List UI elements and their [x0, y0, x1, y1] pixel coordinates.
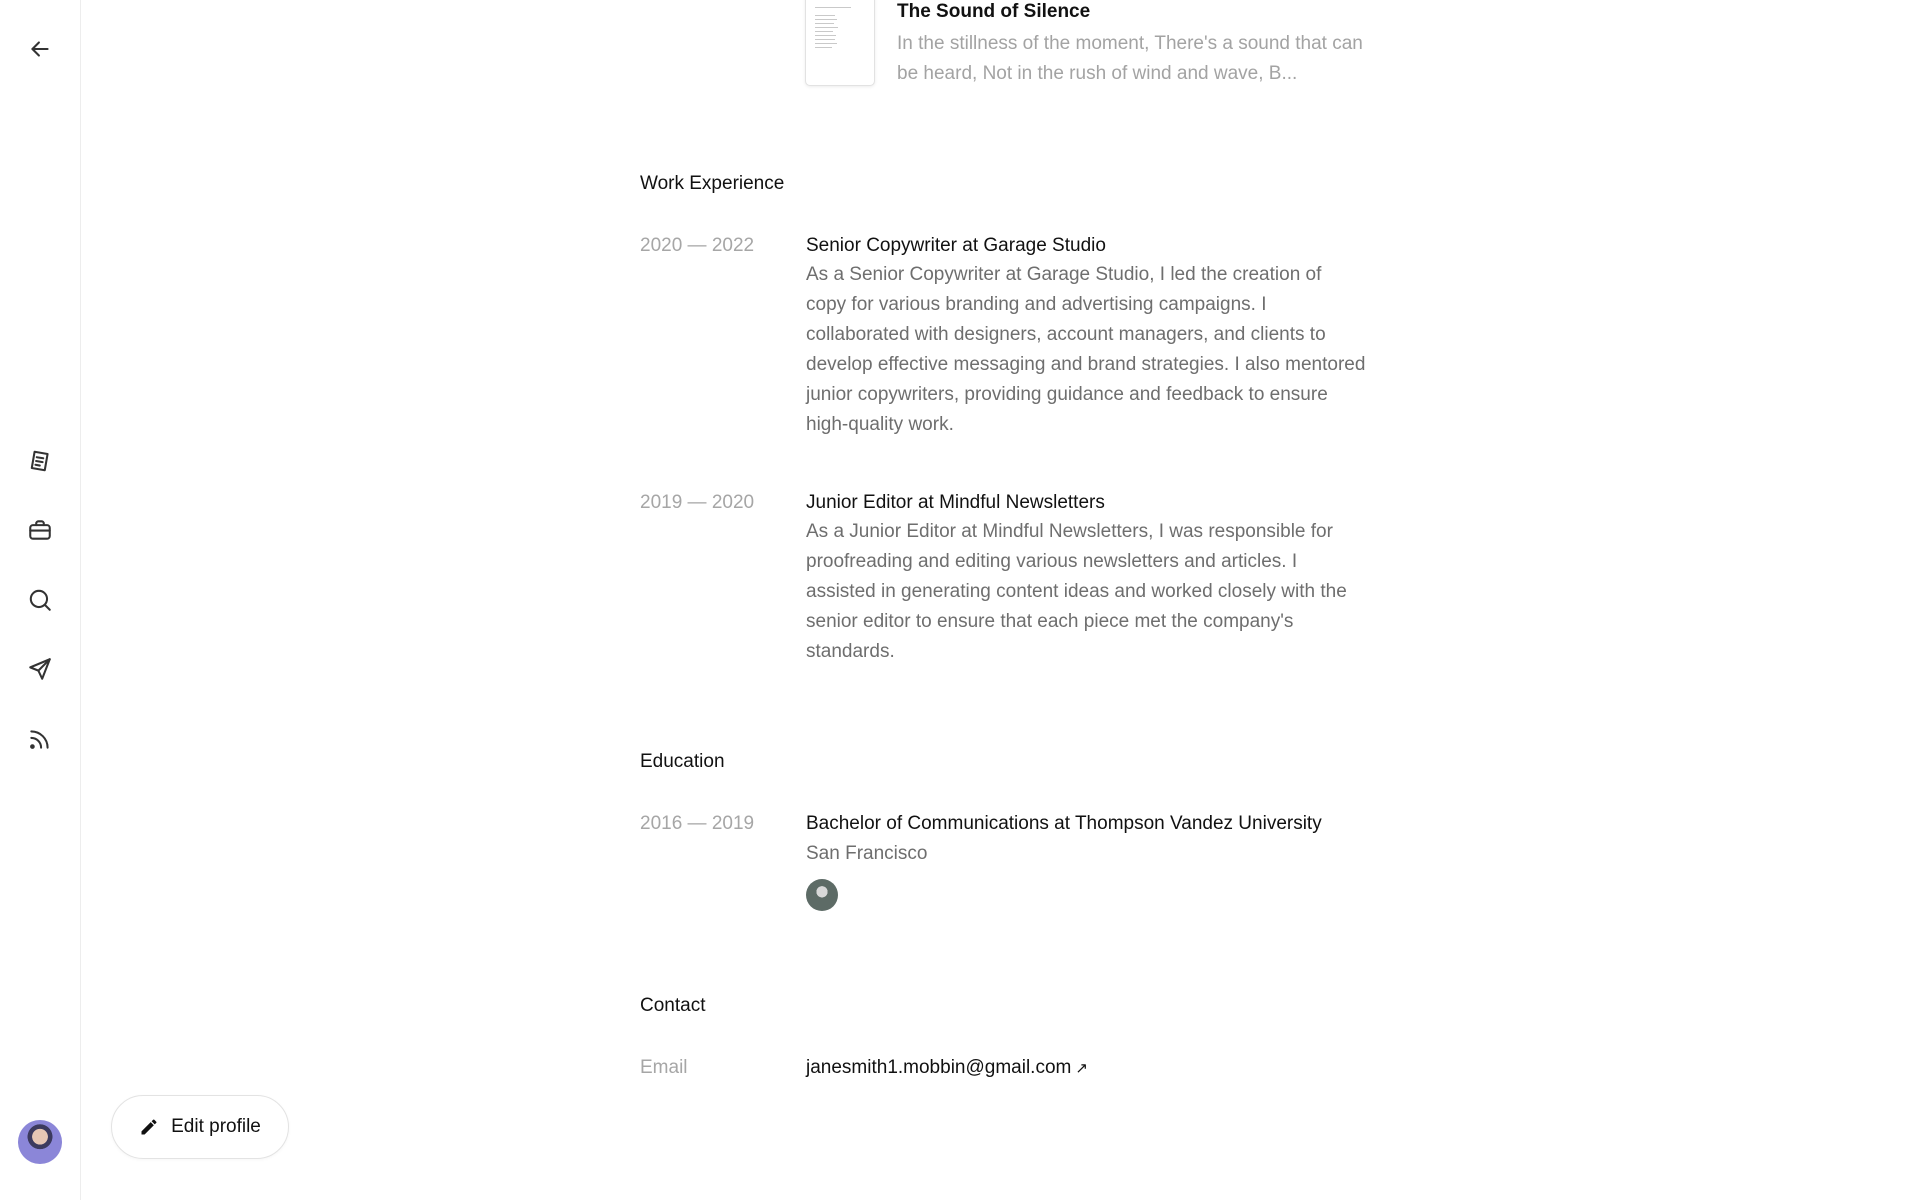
briefcase-icon[interactable]: [24, 514, 56, 546]
poem-thumbnail[interactable]: [805, 0, 875, 86]
rss-feed-icon[interactable]: [24, 723, 56, 755]
job-title: Junior Editor at Mindful Newsletters: [806, 492, 1105, 513]
email-label: Email: [640, 1057, 688, 1078]
edit-profile-label: Edit profile: [171, 1116, 261, 1137]
education-heading: Education: [640, 751, 725, 772]
job-description: As a Senior Copywriter at Garage Studio, I led the creation of copy for various branding and advertising campaigns. I collaborated with designers, account managers, and clients to develop effective messaging and brand strategies. I also mentored junior copywriters, providing guidance and feedback to ensure high-quality work.: [806, 264, 1366, 435]
poem-excerpt: In the stillness of the moment, There's a sound that can be heard, Not in the rush of wind and wave, B...: [897, 33, 1363, 84]
job-description: As a Junior Editor at Mindful Newsletters, I was responsible for proofreading and editing various newsletters and articles. I assisted in generating content ideas and worked closely with the senior editor to ensure that each piece met the company's standards.: [806, 521, 1347, 662]
user-avatar[interactable]: [18, 1120, 62, 1164]
work-experience-heading: Work Experience: [640, 173, 785, 194]
search-icon[interactable]: [24, 584, 56, 616]
job-dates: 2020 — 2022: [640, 235, 755, 256]
education-location: San Francisco: [806, 843, 928, 864]
edit-profile-button[interactable]: [111, 1095, 289, 1159]
back-arrow-icon[interactable]: [24, 33, 56, 65]
sidebar: [0, 0, 81, 1200]
email-link[interactable]: [806, 1057, 1088, 1079]
poem-title[interactable]: The Sound of Silence: [897, 1, 1091, 22]
job-title: Senior Copywriter at Garage Studio: [806, 235, 1106, 256]
send-icon[interactable]: [24, 653, 56, 685]
school-logo: [806, 879, 838, 911]
pencil-icon: [139, 1117, 159, 1137]
email-address: janesmith1.mobbin@gmail.com: [806, 1057, 1072, 1078]
education-degree: Bachelor of Communications at Thompson Vandez University: [806, 813, 1322, 834]
job-dates: 2019 — 2020: [640, 492, 755, 513]
contact-heading: Contact: [640, 995, 706, 1016]
notes-icon[interactable]: [24, 445, 56, 477]
education-dates: 2016 — 2019: [640, 813, 755, 834]
external-link-icon: ↗: [1075, 1060, 1088, 1077]
